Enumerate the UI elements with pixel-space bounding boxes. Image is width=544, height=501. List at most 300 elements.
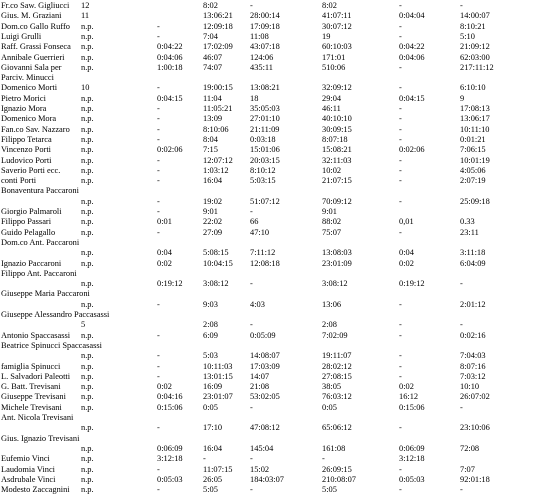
ledger-row: [0, 269, 544, 279]
ledger-cell-col2: -: [157, 165, 160, 175]
ledger-cell-col2: -: [157, 31, 160, 41]
ledger-cell-col7: 7:03:12: [460, 371, 486, 381]
ledger-row: [0, 114, 544, 124]
ledger-cell-col6: 0:02: [399, 258, 414, 268]
ledger-cell-col2: 0:04:06: [157, 52, 183, 62]
ledger-cell-col4: 20:03:15: [250, 155, 280, 165]
ledger-row: [0, 300, 544, 310]
ledger-cell-col7: 13:06:17: [460, 114, 490, 124]
ledger-cell-col3: 5:05: [203, 485, 218, 495]
ledger-cell-col7: 0.33: [460, 217, 475, 227]
ledger-cell-col7: 21:09:12: [460, 42, 490, 52]
ledger-cell-col5: 161:08: [322, 443, 346, 453]
ledger-row: [0, 238, 544, 248]
ledger-cell-col3: 0:05: [203, 402, 218, 412]
ledger-cell-col0: Fan.co Sav. Nazzaro: [1, 124, 70, 134]
ledger-cell-col3: 19:00:15: [203, 83, 233, 93]
ledger-cell-col0: Eufemio Vinci: [1, 454, 50, 464]
ledger-cell-col6: 0:04:22: [399, 42, 425, 52]
ledger-cell-col1: n.p.: [81, 258, 94, 268]
ledger-row: [0, 320, 544, 330]
ledger-cell-col0: Ant. Nicola Trevisani: [1, 413, 74, 422]
ledger-cell-col0: Gius. Ignazio Trevisani: [1, 433, 80, 443]
ledger-cell-col1: n.p.: [81, 443, 94, 453]
ledger-cell-col0: Fr.co Saw. Gigliucci: [1, 1, 70, 10]
ledger-cell-col4: 145:04: [250, 443, 274, 453]
ledger-cell-col0: conti Porti: [1, 176, 37, 186]
ledger-row: [0, 444, 544, 454]
ledger-cell-col0: Filippo Ant. Paccaroni: [1, 268, 77, 278]
ledger-row: [0, 382, 544, 392]
ledger-cell-col3: 3:08:12: [203, 279, 229, 289]
ledger-cell-col7: 23:11: [460, 227, 479, 237]
ledger-cell-col3: 13:06:21: [203, 11, 233, 21]
ledger-cell-col2: -: [157, 299, 160, 309]
ledger-cell-col0: Modesto Zaccagnini: [1, 485, 70, 495]
ledger-cell-col3: 22:02: [203, 217, 223, 227]
ledger-row: [0, 289, 544, 299]
ledger-cell-col0: Annibale Guerrieri: [1, 52, 65, 62]
ledger-cell-col6: -: [399, 114, 402, 124]
ledger-cell-col5: 32:09:12: [322, 83, 352, 93]
ledger-cell-col7: 25:09:18: [460, 196, 490, 206]
ledger-cell-col1: n.p.: [81, 196, 94, 206]
ledger-cell-col3: 17:10: [203, 423, 223, 433]
ledger-cell-col3: 46:07: [203, 52, 223, 62]
ledger-cell-col4: -: [250, 320, 253, 330]
ledger-cell-col2: -: [157, 361, 160, 371]
ledger-cell-col5: 76:03:12: [322, 392, 352, 402]
ledger-cell-col3: 5:03: [203, 351, 218, 361]
ledger-cell-col1: n.p.: [81, 114, 94, 124]
ledger-cell-col2: 0:04:16: [157, 392, 183, 402]
ledger-cell-col5: 13:08:03: [322, 248, 352, 258]
ledger-cell-col5: 10:02: [322, 165, 342, 175]
ledger-row: [0, 372, 544, 382]
ledger-cell-col4: 53:02:05: [250, 392, 280, 402]
ledger-cell-col4: 27:01:10: [250, 114, 280, 124]
ledger-cell-col4: 17:03:09: [250, 361, 280, 371]
ledger-cell-col7: -: [460, 1, 463, 10]
ledger-cell-col5: 3:08:12: [322, 279, 348, 289]
ledger-cell-col6: 0:04: [399, 248, 414, 258]
ledger-cell-col0: Gius. M. Graziani: [1, 11, 62, 21]
ledger-cell-col0: Giuseppe Maria Paccaroni: [1, 289, 90, 299]
ledger-cell-col1: 5: [81, 320, 86, 330]
ledger-cell-col5: 2:08: [322, 320, 337, 330]
ledger-cell-col7: 6:04:09: [460, 258, 486, 268]
ledger-cell-col1: n.p.: [81, 382, 94, 392]
ledger-cell-col6: 16:12: [399, 392, 419, 402]
ledger-cell-col7: -: [460, 402, 463, 412]
ledger-cell-col6: 0:05:03: [399, 474, 425, 484]
ledger-cell-col7: 217:11:12: [460, 62, 494, 72]
ledger-cell-col1: n.p.: [81, 124, 94, 134]
ledger-cell-col6: -: [399, 155, 402, 165]
ledger-row: [0, 63, 544, 73]
ledger-cell-col3: 1:03:12: [203, 165, 229, 175]
ledger-cell-col0: L. Salvadori Paleotti: [1, 371, 71, 381]
ledger-row: [0, 156, 544, 166]
ledger-row: [0, 83, 544, 93]
ledger-row: [0, 475, 544, 485]
ledger-cell-col4: -: [250, 1, 253, 10]
ledger-cell-col0: Filippo Passari: [1, 217, 52, 227]
ledger-cell-col2: 0:04: [157, 248, 172, 258]
ledger-cell-col6: -: [399, 485, 402, 495]
ledger-cell-col3: 7:04: [203, 31, 218, 41]
ledger-cell-col5: 13:06: [322, 299, 342, 309]
ledger-cell-col3: 6:09: [203, 330, 218, 340]
ledger-cell-col0: famiglia Spinucci: [1, 361, 61, 371]
ledger-cell-col0: Laudomia Vinci: [1, 464, 55, 474]
ledger-cell-col6: -: [399, 361, 402, 371]
ledger-cell-col5: 28:02:12: [322, 361, 352, 371]
ledger-row: [0, 186, 544, 196]
ledger-cell-col7: 14:00:07: [460, 11, 490, 21]
ledger-cell-col6: 0:19:12: [399, 279, 425, 289]
ledger-cell-col1: n.p.: [81, 145, 94, 155]
ledger-row: [0, 125, 544, 135]
ledger-cell-col5: 171:01: [322, 52, 346, 62]
ledger-cell-col4: 15:02: [250, 464, 270, 474]
ledger-cell-col3: 8:10:06: [203, 124, 229, 134]
ledger-cell-col4: 43:07:18: [250, 42, 280, 52]
ledger-cell-col2: -: [157, 485, 160, 495]
ledger-cell-col4: 15:01:06: [250, 145, 280, 155]
ledger-row: [0, 53, 544, 63]
ledger-cell-col2: -: [157, 114, 160, 124]
ledger-cell-col2: 0:04:15: [157, 93, 183, 103]
ledger-cell-col0: Dom.co Gallo Ruffo: [1, 21, 70, 31]
ledger-cell-col3: 23:01:07: [203, 392, 233, 402]
ledger-cell-col1: n.p.: [81, 279, 94, 289]
ledger-cell-col6: 0:02: [399, 382, 414, 392]
ledger-cell-col4: 5:03:15: [250, 176, 276, 186]
ledger-cell-col3: 8:04: [203, 134, 218, 144]
ledger-row: [0, 279, 544, 289]
ledger-cell-col5: 15:08:21: [322, 145, 352, 155]
ledger-cell-col4: 14:07: [250, 371, 270, 381]
ledger-cell-col4: 66: [250, 217, 259, 227]
ledger-cell-col2: -: [157, 330, 160, 340]
ledger-cell-col2: -: [157, 155, 160, 165]
ledger-cell-col2: 0:02:06: [157, 145, 183, 155]
ledger-row: [0, 1, 544, 11]
ledger-cell-col7: -: [460, 320, 463, 330]
ledger-cell-col0: Antonio Spaccasassi: [1, 330, 71, 340]
ledger-cell-col4: 47:10: [250, 227, 270, 237]
ledger-row: [0, 42, 544, 52]
ledger-cell-col6: -: [399, 21, 402, 31]
ledger-cell-col5: 41:07:11: [322, 11, 352, 21]
ledger-cell-col7: 8:10:21: [460, 21, 486, 31]
ledger-cell-col6: -: [399, 320, 402, 330]
ledger-cell-col7: 2:07:19: [460, 176, 486, 186]
ledger-cell-col3: 11:05:21: [203, 104, 233, 113]
ledger-cell-col3: 26:05: [203, 474, 223, 484]
ledger-row: [0, 197, 544, 207]
ledger-cell-col6: -: [399, 299, 402, 309]
ledger-cell-col7: 62:03:00: [460, 52, 490, 62]
ledger-cell-col4: 47:08:12: [250, 423, 280, 433]
ledger-cell-col4: 124:06: [250, 52, 274, 62]
ledger-cell-col2: -: [157, 207, 160, 216]
ledger-cell-col5: 70:09:12: [322, 196, 352, 206]
ledger-cell-col4: 13:08:21: [250, 83, 280, 93]
ledger-cell-col4: -: [250, 402, 253, 412]
ledger-cell-col1: n.p.: [81, 176, 94, 186]
ledger-cell-col4: 4:03: [250, 299, 265, 309]
ledger-row: [0, 166, 544, 176]
ledger-row: [0, 423, 544, 433]
ledger-cell-col6: -: [399, 83, 402, 93]
ledger-cell-col3: 12:07:12: [203, 155, 233, 165]
ledger-cell-col7: -: [460, 485, 463, 495]
ledger-cell-col6: -: [399, 1, 402, 10]
ledger-cell-col2: -: [157, 124, 160, 134]
ledger-cell-col6: -: [399, 371, 402, 381]
ledger-cell-col2: -: [157, 351, 160, 361]
ledger-cell-col1: n.p.: [81, 474, 94, 484]
ledger-cell-col6: -: [399, 423, 402, 433]
ledger-row: [0, 434, 544, 444]
ledger-cell-col1: 11: [81, 11, 90, 21]
ledger-cell-col4: 18: [250, 93, 259, 103]
ledger-cell-col6: 0,01: [399, 217, 414, 227]
ledger-cell-col0: Giuseppe Trevisani: [1, 392, 66, 402]
ledger-cell-col1: n.p.: [81, 104, 94, 113]
ledger-cell-col6: 0:04:04: [399, 11, 425, 21]
ledger-cell-col3: 5:08:15: [203, 248, 229, 258]
ledger-cell-col7: 92:01:18: [460, 474, 490, 484]
ledger-cell-col0: Giorgio Palmaroli: [1, 207, 62, 216]
ledger-cell-col5: 21:07:15: [322, 176, 352, 186]
ledger-row: [0, 341, 544, 351]
ledger-cell-col3: 12:09:18: [203, 21, 233, 31]
ledger-cell-col6: -: [399, 330, 402, 340]
ledger-cell-col0: Filippo Tetarca: [1, 134, 52, 144]
ledger-cell-col5: 38:05: [322, 382, 342, 392]
ledger-cell-col6: -: [399, 464, 402, 474]
ledger-cell-col5: 46:11: [322, 104, 341, 113]
ledger-cell-col2: -: [157, 371, 160, 381]
ledger-cell-col4: 0:05:09: [250, 330, 276, 340]
ledger-cell-col0: Asdrubale Vinci: [1, 474, 56, 484]
ledger-cell-col6: -: [399, 227, 402, 237]
ledger-cell-col5: 32:11:03: [322, 155, 352, 165]
ledger-cell-col3: 16:04: [203, 176, 223, 186]
ledger-cell-col3: 8:02: [203, 1, 218, 10]
ledger-cell-col3: 9:01: [203, 207, 218, 216]
ledger-cell-col1: n.p.: [81, 423, 94, 433]
ledger-cell-col6: 0:06:09: [399, 443, 425, 453]
ledger-cell-col5: 60:10:03: [322, 42, 352, 52]
ledger-cell-col1: n.p.: [81, 217, 94, 227]
ledger-cell-col0: Pietro Morici: [1, 93, 46, 103]
ledger-cell-col1: n.p.: [81, 21, 94, 31]
ledger-cell-col3: 17:02:09: [203, 42, 233, 52]
ledger-row: [0, 259, 544, 269]
ledger-cell-col7: 8:07:16: [460, 361, 486, 371]
ledger-cell-col6: -: [399, 165, 402, 175]
ledger-row: [0, 217, 544, 227]
ledger-row: [0, 176, 544, 186]
ledger-cell-col4: 21:08: [250, 382, 270, 392]
ledger-cell-col2: 3:12:18: [157, 454, 183, 464]
ledger-cell-col3: -: [203, 454, 206, 464]
ledger-cell-col7: 0:02:16: [460, 330, 486, 340]
ledger-cell-col5: 19: [322, 31, 331, 41]
ledger-cell-col2: 1:00:18: [157, 62, 183, 72]
ledger-cell-col2: -: [157, 196, 160, 206]
ledger-cell-col6: -: [399, 104, 402, 113]
ledger-cell-col1: n.p.: [81, 464, 94, 474]
ledger-cell-col1: n.p.: [81, 165, 94, 175]
ledger-cell-col4: 7:11:12: [250, 248, 276, 258]
ledger-cell-col0: Guido Pelagallo: [1, 227, 56, 237]
ledger-cell-col0: G. Batt. Trevisani: [1, 382, 61, 392]
ledger-cell-col7: 0:01:21: [460, 134, 486, 144]
ledger-cell-col4: -: [250, 279, 253, 289]
ledger-cell-col3: 7:15: [203, 145, 218, 155]
ledger-cell-col0: Vincenzo Porti: [1, 145, 51, 155]
ledger-cell-col6: -: [399, 196, 402, 206]
ledger-cell-col7: -: [460, 279, 463, 289]
ledger-cell-col2: 0:02: [157, 382, 172, 392]
ledger-cell-col7: 26:07:02: [460, 392, 490, 402]
ledger-cell-col0: Domenico Morti: [1, 83, 58, 93]
ledger-cell-col3: 10:11:03: [203, 361, 233, 371]
ledger-cell-col1: n.p.: [81, 299, 94, 309]
ledger-cell-col4: 184:03:07: [250, 474, 284, 484]
ledger-cell-col6: -: [399, 62, 402, 72]
ledger-cell-col5: 40:10:10: [322, 114, 352, 124]
ledger-row: [0, 413, 544, 423]
ledger-row: [0, 465, 544, 475]
ledger-cell-col5: 7:02:09: [322, 330, 348, 340]
ledger-cell-col5: 65:06:12: [322, 423, 352, 433]
ledger-cell-col2: 0:06:09: [157, 443, 183, 453]
ledger-cell-col5: 9:01: [322, 207, 337, 216]
ledger-cell-col0: Luigi Grulli: [1, 31, 42, 41]
ledger-cell-col0: Ludovico Porti: [1, 155, 52, 165]
ledger-cell-col4: 0:03:18: [250, 134, 276, 144]
ledger-cell-col3: 27:09: [203, 227, 223, 237]
ledger-cell-col5: 8:02: [322, 1, 337, 10]
ledger-cell-col2: -: [157, 21, 160, 31]
ledger-cell-col7: 7:07: [460, 464, 475, 474]
ledger-cell-col2: 0:19:12: [157, 279, 183, 289]
ledger-cell-col4: -: [250, 485, 253, 495]
ledger-cell-col5: 8:07:18: [322, 134, 348, 144]
ledger-cell-col5: 30:09:15: [322, 124, 352, 134]
ledger-cell-col2: 0:01: [157, 217, 172, 227]
ledger-cell-col5: 19:11:07: [322, 351, 352, 361]
ledger-cell-col5: 0:05: [322, 402, 337, 412]
ledger-cell-col7: 17:08:13: [460, 104, 490, 113]
ledger-cell-col6: 3:12:18: [399, 454, 425, 464]
ledger-cell-col1: n.p.: [81, 93, 94, 103]
ledger-cell-col1: n.p.: [81, 351, 94, 361]
ledger-cell-col6: -: [399, 176, 402, 186]
ledger-cell-col3: 16:04: [203, 443, 223, 453]
ledger-cell-col3: 74:07: [203, 62, 223, 72]
ledger-cell-col6: 0:15:06: [399, 402, 425, 412]
ledger-cell-col1: n.p.: [81, 248, 94, 258]
ledger-cell-col2: -: [157, 134, 160, 144]
ledger-cell-col3: 10:04:15: [203, 258, 233, 268]
ledger-row: [0, 248, 544, 258]
ledger-cell-col1: n.p.: [81, 52, 94, 62]
ledger-cell-col0: Parciv. Minucci: [1, 73, 54, 83]
ledger-row: [0, 362, 544, 372]
ledger-cell-col5: 29:04: [322, 93, 342, 103]
ledger-row: [0, 331, 544, 341]
ledger-row: [0, 207, 544, 217]
ledger-row: [0, 145, 544, 155]
ledger-cell-col4: 12:08:18: [250, 258, 280, 268]
ledger-cell-col1: n.p.: [81, 42, 94, 52]
ledger-cell-col4: -: [250, 207, 253, 216]
ledger-cell-col0: Michele Trevisani: [1, 402, 62, 412]
ledger-cell-col0: Giovanni Sala per: [1, 62, 62, 72]
ledger-cell-col4: 11:08: [250, 31, 269, 41]
ledger-cell-col1: n.p.: [81, 330, 94, 340]
ledger-cell-col0: Ignazio Paccaroni: [1, 258, 62, 268]
ledger-cell-col6: 0:04:15: [399, 93, 425, 103]
ledger-cell-col1: n.p.: [81, 454, 94, 464]
ledger-row: [0, 485, 544, 495]
ledger-cell-col1: n.p.: [81, 392, 94, 402]
ledger-cell-col0: Saverio Porti ecc.: [1, 165, 61, 175]
ledger-row: [0, 310, 544, 320]
ledger-cell-col2: -: [157, 176, 160, 186]
ledger-cell-col4: 28:00:14: [250, 11, 280, 21]
ledger-cell-col3: 13:09: [203, 114, 223, 124]
ledger-cell-col3: 9:03: [203, 299, 218, 309]
ledger-cell-col5: 30:07:12: [322, 21, 352, 31]
ledger-cell-col1: n.p.: [81, 207, 94, 216]
ledger-cell-col7: 4:05:06: [460, 165, 486, 175]
ledger-cell-col3: 16:09: [203, 382, 223, 392]
ledger-cell-col3: 11:07:15: [203, 464, 233, 474]
ledger-cell-col2: -: [157, 104, 160, 113]
ledger-cell-col1: n.p.: [81, 155, 94, 165]
ledger-row: [0, 392, 544, 402]
ledger-cell-col4: 21:11:09: [250, 124, 280, 134]
ledger-cell-col4: 17:09:18: [250, 21, 280, 31]
ledger-row: [0, 94, 544, 104]
ledger-cell-col1: n.p.: [81, 402, 94, 412]
ledger-cell-col2: -: [157, 464, 160, 474]
ledger-cell-col1: n.p.: [81, 485, 94, 495]
ledger-cell-col0: Domenico Mora: [1, 114, 57, 124]
ledger-cell-col6: -: [399, 351, 402, 361]
ledger-cell-col6: -: [399, 124, 402, 134]
ledger-cell-col5: 26:09:15: [322, 464, 352, 474]
ledger-cell-col1: 10: [81, 83, 90, 93]
ledger-cell-col4: 14:08:07: [250, 351, 280, 361]
ledger-row: [0, 73, 544, 83]
ledger-cell-col3: 19:02: [203, 196, 223, 206]
ledger-cell-col3: 11:04: [203, 93, 222, 103]
ledger-cell-col5: 88:02: [322, 217, 342, 227]
ledger-cell-col0: Giuseppe Alessandro Paccasassi: [1, 310, 110, 319]
ledger-cell-col2: 0:15:06: [157, 402, 183, 412]
ledger-cell-col5: 5:05: [322, 485, 337, 495]
ledger-cell-col0: Ignazio Mora: [1, 104, 47, 113]
